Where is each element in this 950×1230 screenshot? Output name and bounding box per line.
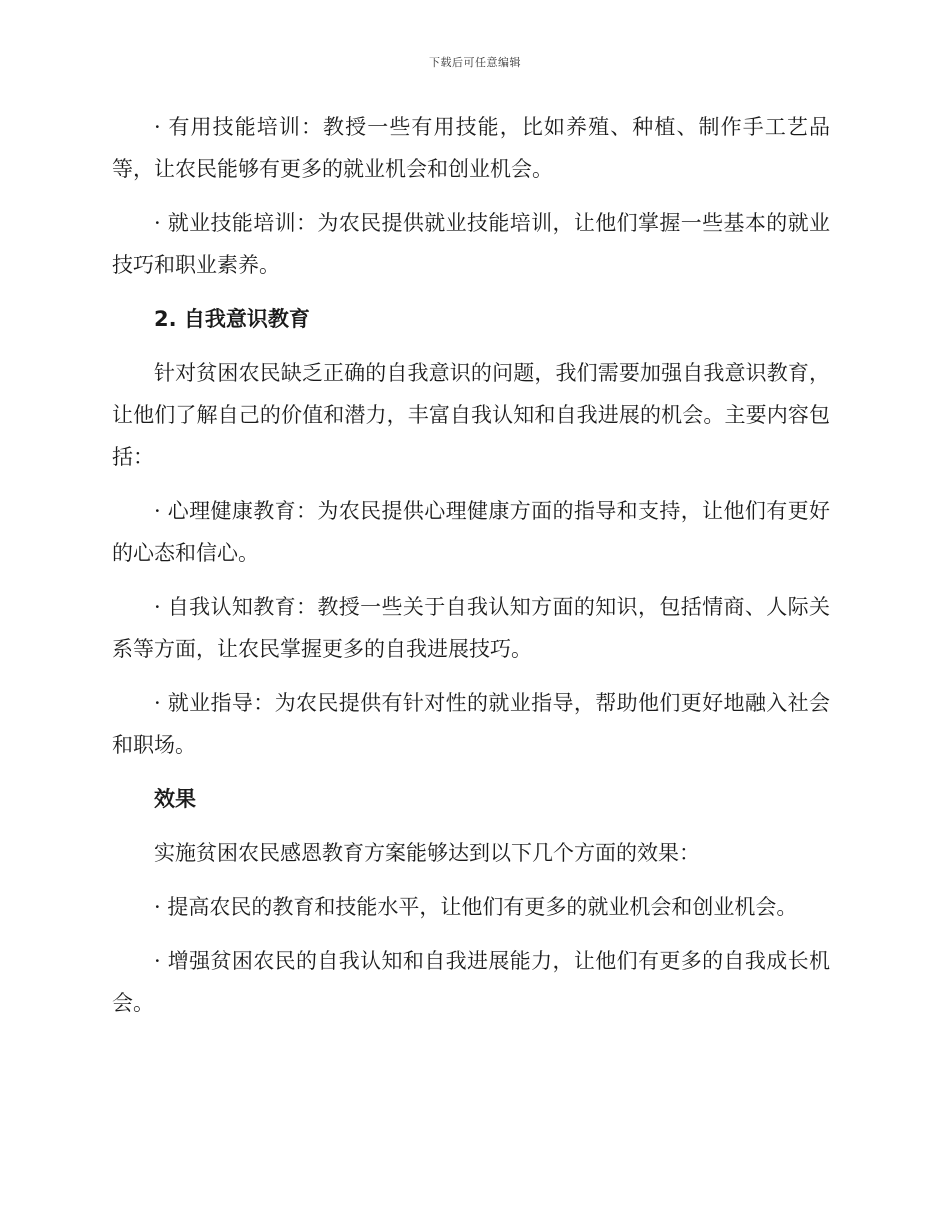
- bullet-effect-education-level: · 提高农民的教育和技能水平，让他们有更多的就业机会和创业机会。: [154, 895, 798, 919]
- page-header-note: 下载后可任意编辑: [429, 56, 521, 69]
- effects-intro-paragraph: 实施贫困农民感恩教育方案能够达到以下几个方面的效果：: [154, 841, 700, 865]
- self-awareness-intro-paragraph: 针对贫困农民缺乏正确的自我意识的问题，我们需要加强自我意识教育，让他们了解自己的价值和潜力，丰富自我认知和自我进展的机会。主要内容包括：: [112, 361, 830, 469]
- section-heading-effects: 效果: [154, 787, 196, 811]
- section-heading-self-awareness: 2. 自我意识教育: [154, 307, 310, 331]
- bullet-effect-self-development: · 增强贫困农民的自我认知和自我进展能力，让他们有更多的自我成长机会。: [112, 949, 830, 1015]
- document-body: [112, 106, 830, 1036]
- bullet-practical-skills-training: · 有用技能培训：教授一些有用技能，比如养殖、种植、制作手工艺品等，让农民能够有更多的就业机会和创业机会。: [112, 115, 830, 181]
- bullet-self-cognition-education: · 自我认知教育：教授一些关于自我认知方面的知识，包括情商、人际关系等方面，让农民掌握更多的自我进展技巧。: [112, 595, 830, 661]
- bullet-employment-skills-training: · 就业技能培训：为农民提供就业技能培训，让他们掌握一些基本的就业技巧和职业素养。: [112, 211, 830, 277]
- bullet-mental-health-education: · 心理健康教育：为农民提供心理健康方面的指导和支持，让他们有更好的心态和信心。: [112, 499, 830, 565]
- bullet-employment-guidance: · 就业指导：为农民提供有针对性的就业指导，帮助他们更好地融入社会和职场。: [112, 691, 830, 757]
